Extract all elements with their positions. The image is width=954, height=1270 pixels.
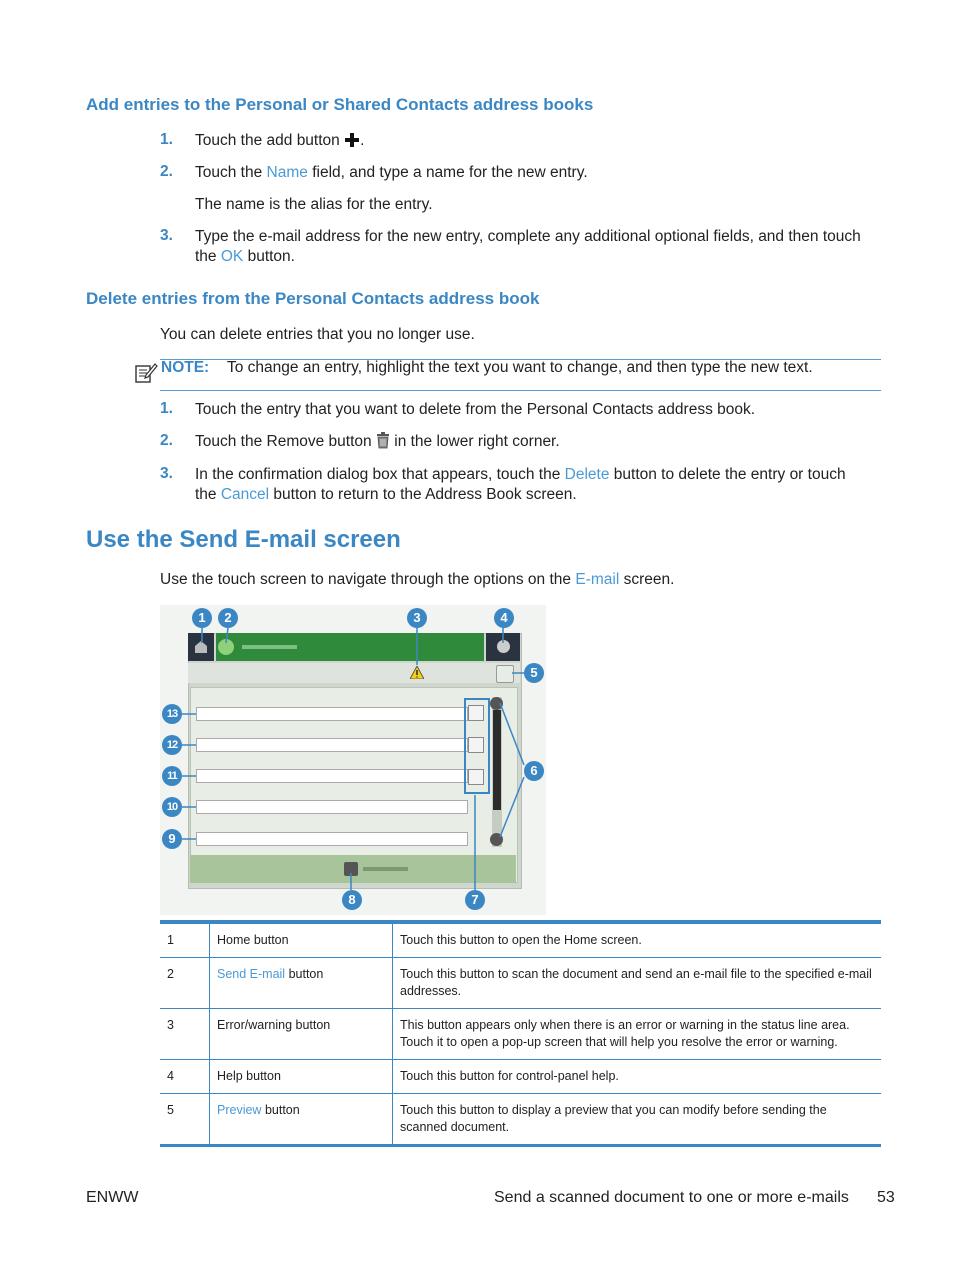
- callout-3: 3: [407, 608, 427, 628]
- add-step-3: Type the e-mail address for the new entry, complete any additional optional fields, and then touch the OK button.: [195, 228, 861, 265]
- note-icon: [134, 360, 158, 389]
- add-step-2: Touch the Name field, and type a name for the new entry.: [195, 164, 588, 181]
- callout-11: 11: [162, 766, 182, 786]
- delete-intro: You can delete entries that you no longer use.: [160, 326, 475, 343]
- delete-step-2: Touch the Remove button in the lower right corner.: [195, 432, 560, 455]
- plus-icon: [344, 132, 360, 154]
- callout-6: 6: [524, 761, 544, 781]
- callout-12: 12: [162, 735, 182, 755]
- callout-4: 4: [494, 608, 514, 628]
- callout-5: 5: [524, 663, 544, 683]
- callout-8: 8: [342, 890, 362, 910]
- step-number: 3.: [160, 227, 173, 244]
- table-row: 5 Preview button Touch this button to display a preview that you can modify before sending the scanned document.: [160, 1094, 881, 1146]
- callout-1: 1: [192, 608, 212, 628]
- callout-table: [160, 920, 881, 1147]
- callout-10: 10: [162, 797, 182, 817]
- section-title-delete: Delete entries from the Personal Contacts address book: [86, 289, 540, 308]
- table-row: 4 Help button Touch this button for control-panel help.: [160, 1060, 881, 1094]
- callout-13: 13: [162, 704, 182, 724]
- step-number: 3.: [160, 465, 173, 482]
- note-rule-bottom: [160, 390, 881, 391]
- note-text: To change an entry, highlight the text you want to change, and then type the new text.: [227, 359, 813, 376]
- table-row: 3 Error/warning button This button appears only when there is an error or warning in the status line area. Touch it to open a pop-up screen that will help you resolve the error or warning.: [160, 1009, 881, 1060]
- step-number: 2.: [160, 432, 173, 449]
- delete-step-1: Touch the entry that you want to delete from the Personal Contacts address book.: [195, 401, 756, 418]
- send-intro: Use the touch screen to navigate through the options on the E-mail screen.: [160, 571, 675, 588]
- section-title-add: Add entries to the Personal or Shared Contacts address books: [86, 95, 594, 114]
- delete-step-3: In the confirmation dialog box that appears, touch the Delete button to delete the entry or touch the Cancel button to return to the Address Book screen.: [195, 466, 846, 503]
- email-screen-link[interactable]: E-mail: [575, 571, 620, 588]
- step-number: 1.: [160, 131, 173, 148]
- table-row: 1 Home button Touch this button to open the Home screen.: [160, 922, 881, 958]
- callout-9: 9: [162, 829, 182, 849]
- ok-button-link[interactable]: OK: [220, 248, 244, 265]
- add-step-1: Touch the add button .: [195, 131, 364, 154]
- note-label: NOTE:: [161, 359, 210, 376]
- cancel-button-link[interactable]: Cancel: [220, 486, 270, 503]
- delete-button-link[interactable]: Delete: [564, 466, 610, 483]
- step-number: 2.: [160, 163, 173, 180]
- table-row: 2 Send E-mail button Touch this button to scan the document and send an e-mail file to the specified e-mail addresses.: [160, 958, 881, 1009]
- preview-link[interactable]: Preview: [217, 1103, 262, 1117]
- send-email-link[interactable]: Send E-mail: [217, 967, 286, 981]
- page-number: 53: [877, 1189, 895, 1206]
- add-subtext: The name is the alias for the entry.: [195, 196, 433, 213]
- step-number: 1.: [160, 400, 173, 417]
- callout-lines: [160, 605, 546, 915]
- callout-7: 7: [465, 890, 485, 910]
- footer-left: ENWW: [86, 1189, 139, 1206]
- page-heading: Use the Send E-mail screen: [86, 526, 401, 553]
- trash-icon: [376, 432, 390, 455]
- footer-title: Send a scanned document to one or more e-mails: [494, 1189, 849, 1206]
- name-field-link[interactable]: Name: [266, 164, 308, 181]
- callout-2: 2: [218, 608, 238, 628]
- send-email-screen-figure: [160, 605, 546, 915]
